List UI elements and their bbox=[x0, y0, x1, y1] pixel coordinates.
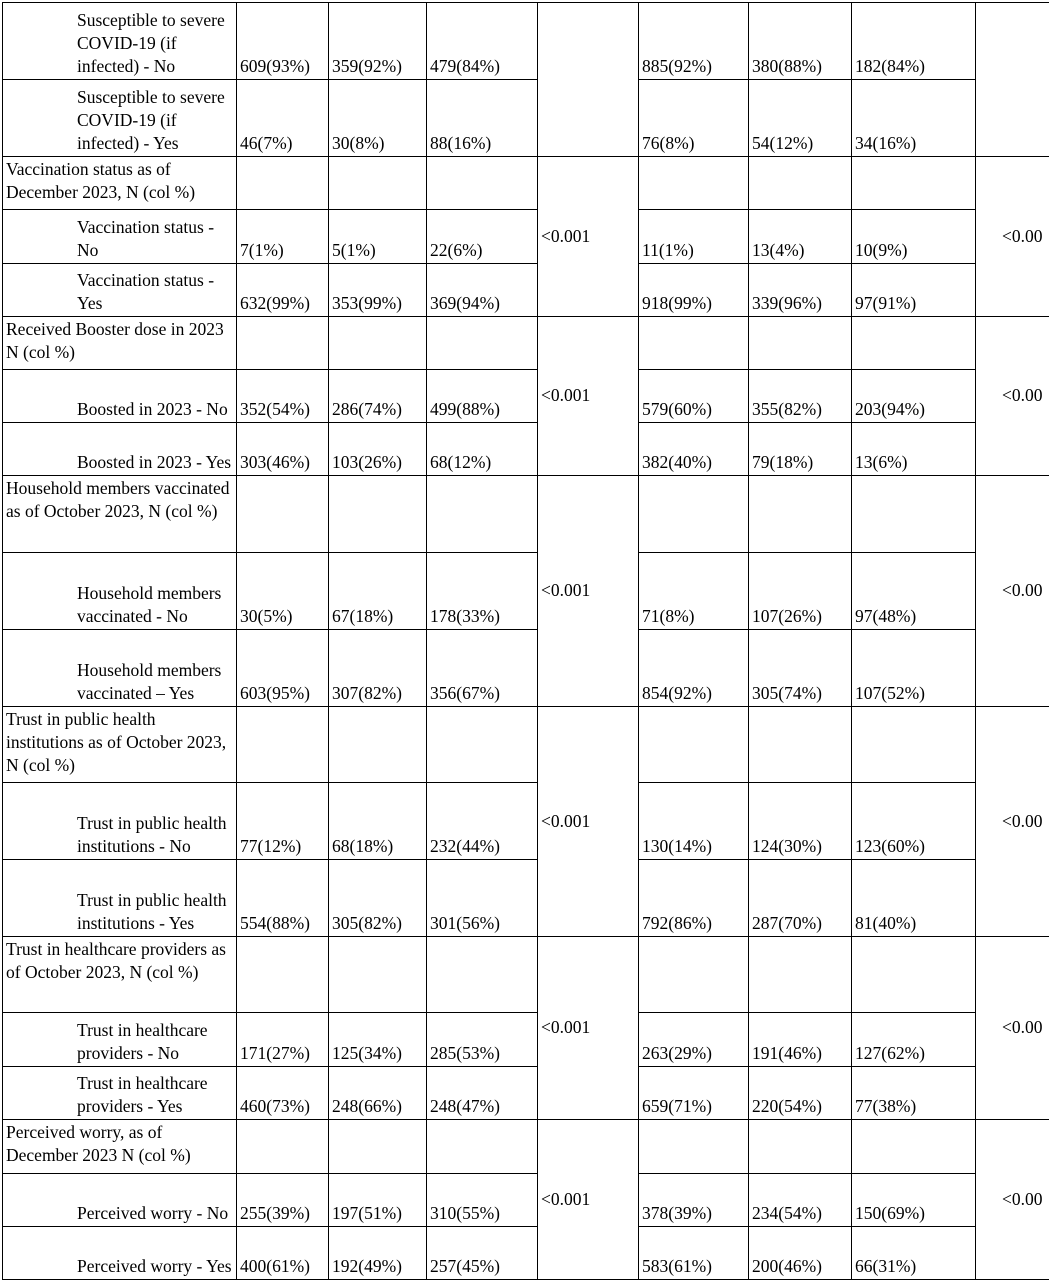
table-cell: 303(46%) bbox=[237, 423, 329, 476]
table-cell: 103(26%) bbox=[329, 423, 427, 476]
table-row bbox=[3, 860, 1049, 937]
p-value: <0.001 bbox=[538, 937, 639, 1120]
group-label: Household members vaccinated as of October 2023, N (col %) bbox=[3, 476, 237, 553]
table-cell: 310(55%) bbox=[427, 1174, 538, 1227]
table-cell: 305(82%) bbox=[329, 860, 427, 937]
table-cell: 353(99%) bbox=[329, 264, 427, 317]
table-row bbox=[3, 1174, 1049, 1227]
p-value: <0.00 bbox=[976, 476, 1049, 707]
row-label: Boosted in 2023 - Yes bbox=[3, 423, 237, 476]
group-header-row bbox=[3, 937, 1049, 1013]
table-cell: 130(14%) bbox=[639, 783, 749, 860]
table-cell: 554(88%) bbox=[237, 860, 329, 937]
table-cell: 382(40%) bbox=[639, 423, 749, 476]
table-cell: 286(74%) bbox=[329, 370, 427, 423]
group-header-row bbox=[3, 1120, 1049, 1174]
row-label: Susceptible to severe COVID-19 (if infected) - No bbox=[3, 3, 237, 80]
table-row bbox=[3, 630, 1049, 707]
table-cell: 603(95%) bbox=[237, 630, 329, 707]
row-label: Trust in public health institutions - Yes bbox=[3, 860, 237, 937]
table-cell: 255(39%) bbox=[237, 1174, 329, 1227]
table-row bbox=[3, 1227, 1049, 1280]
p-value: <0.00 bbox=[976, 1120, 1049, 1280]
table-row bbox=[3, 80, 1049, 157]
table-cell: 150(69%) bbox=[852, 1174, 976, 1227]
table-cell: 54(12%) bbox=[749, 80, 852, 157]
table-cell: 659(71%) bbox=[639, 1067, 749, 1120]
table-cell: 30(5%) bbox=[237, 553, 329, 630]
table-cell: 918(99%) bbox=[639, 264, 749, 317]
table-cell: 369(94%) bbox=[427, 264, 538, 317]
p-value: <0.00 bbox=[976, 317, 1049, 476]
table-body bbox=[3, 3, 1049, 1280]
group-header-row bbox=[3, 707, 1049, 783]
table-cell: 248(66%) bbox=[329, 1067, 427, 1120]
table-row bbox=[3, 1013, 1049, 1067]
table-cell: 400(61%) bbox=[237, 1227, 329, 1280]
table-cell: 499(88%) bbox=[427, 370, 538, 423]
table-cell: 79(18%) bbox=[749, 423, 852, 476]
group-label: Trust in public health institutions as of October 2023, N (col %) bbox=[3, 707, 237, 783]
table-cell: 356(67%) bbox=[427, 630, 538, 707]
table-cell: 5(1%) bbox=[329, 210, 427, 264]
row-label: Trust in public health institutions - No bbox=[3, 783, 237, 860]
table-cell: 232(44%) bbox=[427, 783, 538, 860]
table-cell: 97(48%) bbox=[852, 553, 976, 630]
table-cell: 66(31%) bbox=[852, 1227, 976, 1280]
table-cell: 68(18%) bbox=[329, 783, 427, 860]
table-cell: 479(84%) bbox=[427, 3, 538, 80]
table-row bbox=[3, 210, 1049, 264]
table-cell: 339(96%) bbox=[749, 264, 852, 317]
p-value-cell bbox=[538, 3, 639, 157]
table-cell: 355(82%) bbox=[749, 370, 852, 423]
table-cell: 124(30%) bbox=[749, 783, 852, 860]
table-cell: 263(29%) bbox=[639, 1013, 749, 1067]
table-cell: 127(62%) bbox=[852, 1013, 976, 1067]
table-cell: 68(12%) bbox=[427, 423, 538, 476]
table-cell: 77(38%) bbox=[852, 1067, 976, 1120]
group-header-row bbox=[3, 317, 1049, 370]
table-cell: 200(46%) bbox=[749, 1227, 852, 1280]
group-header-row bbox=[3, 157, 1049, 210]
table-row bbox=[3, 1067, 1049, 1120]
table-cell: 182(84%) bbox=[852, 3, 976, 80]
table-cell: 460(73%) bbox=[237, 1067, 329, 1120]
p-value: <0.00 bbox=[976, 937, 1049, 1120]
table-cell: 107(26%) bbox=[749, 553, 852, 630]
table-cell: 792(86%) bbox=[639, 860, 749, 937]
p-value: <0.001 bbox=[538, 1120, 639, 1280]
table-cell: 7(1%) bbox=[237, 210, 329, 264]
table-cell: 609(93%) bbox=[237, 3, 329, 80]
table-cell: 632(99%) bbox=[237, 264, 329, 317]
group-label: Vaccination status as of December 2023, N (col %) bbox=[3, 157, 237, 210]
table-cell: 10(9%) bbox=[852, 210, 976, 264]
p-value: <0.00 bbox=[976, 157, 1049, 317]
table-cell: 285(53%) bbox=[427, 1013, 538, 1067]
table-row bbox=[3, 3, 1049, 80]
table-cell: 81(40%) bbox=[852, 860, 976, 937]
table-cell: 197(51%) bbox=[329, 1174, 427, 1227]
table-cell: 22(6%) bbox=[427, 210, 538, 264]
table-cell: 359(92%) bbox=[329, 3, 427, 80]
table-cell: 77(12%) bbox=[237, 783, 329, 860]
p-value: <0.001 bbox=[538, 157, 639, 317]
table-row bbox=[3, 553, 1049, 630]
table-cell: 46(7%) bbox=[237, 80, 329, 157]
p-value: <0.001 bbox=[538, 707, 639, 937]
table-row bbox=[3, 783, 1049, 860]
table-cell: 220(54%) bbox=[749, 1067, 852, 1120]
table-cell: 67(18%) bbox=[329, 553, 427, 630]
group-label: Trust in healthcare providers as of October 2023, N (col %) bbox=[3, 937, 237, 1013]
table-cell: 301(56%) bbox=[427, 860, 538, 937]
table-cell: 287(70%) bbox=[749, 860, 852, 937]
p-value: <0.00 bbox=[976, 707, 1049, 937]
table-cell: 76(8%) bbox=[639, 80, 749, 157]
table-cell: 192(49%) bbox=[329, 1227, 427, 1280]
data-table bbox=[2, 2, 1049, 1280]
table-cell: 125(34%) bbox=[329, 1013, 427, 1067]
table-cell: 11(1%) bbox=[639, 210, 749, 264]
table-cell: 191(46%) bbox=[749, 1013, 852, 1067]
table-cell: 13(6%) bbox=[852, 423, 976, 476]
table-cell: 257(45%) bbox=[427, 1227, 538, 1280]
row-label: Susceptible to severe COVID-19 (if infected) - Yes bbox=[3, 80, 237, 157]
p-value: <0.001 bbox=[538, 476, 639, 707]
row-label: Boosted in 2023 - No bbox=[3, 370, 237, 423]
table-row bbox=[3, 423, 1049, 476]
row-label: Vaccination status - No bbox=[3, 210, 237, 264]
table-cell: 30(8%) bbox=[329, 80, 427, 157]
row-label: Trust in healthcare providers - Yes bbox=[3, 1067, 237, 1120]
table-cell: 854(92%) bbox=[639, 630, 749, 707]
table-cell: 380(88%) bbox=[749, 3, 852, 80]
p-value: <0.001 bbox=[538, 317, 639, 476]
table-cell: 579(60%) bbox=[639, 370, 749, 423]
table-cell: 88(16%) bbox=[427, 80, 538, 157]
table-cell: 248(47%) bbox=[427, 1067, 538, 1120]
table-row bbox=[3, 264, 1049, 317]
group-label: Received Booster dose in 2023 N (col %) bbox=[3, 317, 237, 370]
group-header-row bbox=[3, 476, 1049, 553]
table-cell: 107(52%) bbox=[852, 630, 976, 707]
row-label: Perceived worry - No bbox=[3, 1174, 237, 1227]
row-label: Household members vaccinated – Yes bbox=[3, 630, 237, 707]
row-label: Household members vaccinated - No bbox=[3, 553, 237, 630]
table-cell: 97(91%) bbox=[852, 264, 976, 317]
table-cell: 71(8%) bbox=[639, 553, 749, 630]
table-cell: 34(16%) bbox=[852, 80, 976, 157]
table-cell: 305(74%) bbox=[749, 630, 852, 707]
table-cell: 178(33%) bbox=[427, 553, 538, 630]
table-cell: 352(54%) bbox=[237, 370, 329, 423]
table-cell: 885(92%) bbox=[639, 3, 749, 80]
row-label: Perceived worry - Yes bbox=[3, 1227, 237, 1280]
row-label: Vaccination status - Yes bbox=[3, 264, 237, 317]
table-cell: 583(61%) bbox=[639, 1227, 749, 1280]
table-cell: 203(94%) bbox=[852, 370, 976, 423]
table-cell: 378(39%) bbox=[639, 1174, 749, 1227]
table-cell: 234(54%) bbox=[749, 1174, 852, 1227]
table-cell: 123(60%) bbox=[852, 783, 976, 860]
group-label: Perceived worry, as of December 2023 N (col %) bbox=[3, 1120, 237, 1174]
p-value-cell bbox=[976, 3, 1049, 157]
table-row bbox=[3, 370, 1049, 423]
table-cell: 171(27%) bbox=[237, 1013, 329, 1067]
table-cell: 13(4%) bbox=[749, 210, 852, 264]
table-cell: 307(82%) bbox=[329, 630, 427, 707]
row-label: Trust in healthcare providers - No bbox=[3, 1013, 237, 1067]
